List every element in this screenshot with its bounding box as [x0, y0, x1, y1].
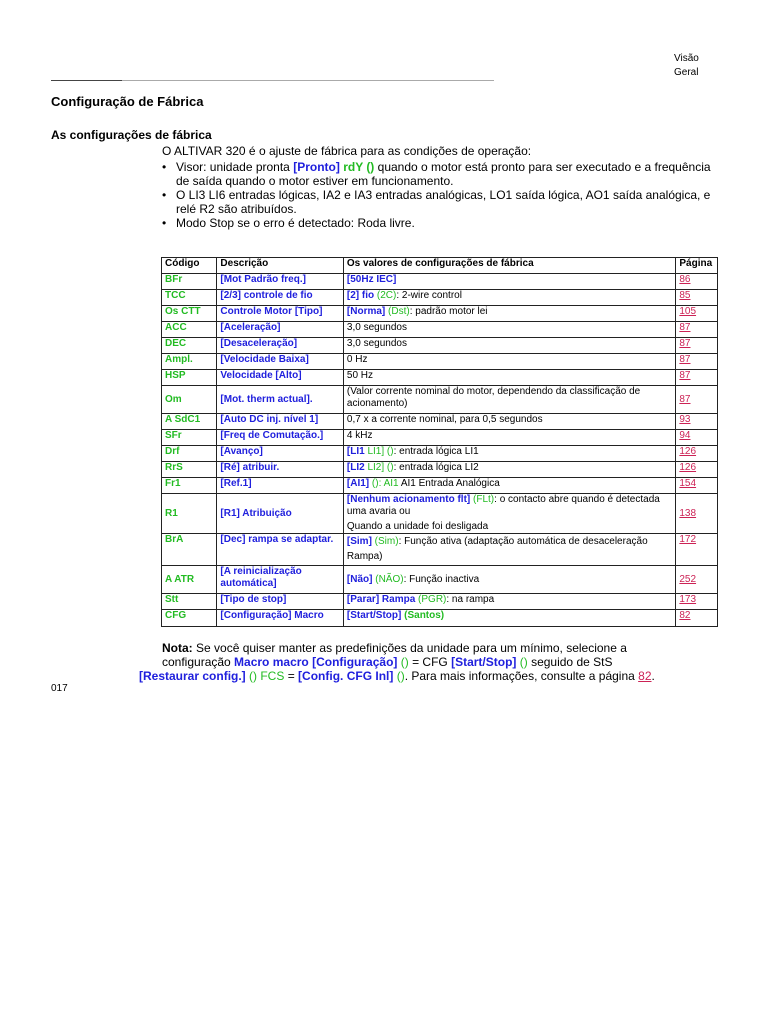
value-code: (FLt) — [470, 494, 495, 505]
header-section-label — [674, 52, 699, 80]
page-link[interactable]: 126 — [679, 462, 697, 473]
row-value — [343, 594, 675, 610]
row-desc: Controle Motor [Tipo] — [217, 306, 344, 322]
note-line-1 — [139, 641, 699, 655]
row-page — [676, 594, 718, 610]
page-link[interactable]: 87 — [679, 393, 691, 405]
row-desc: [Velocidade Baixa] — [217, 354, 344, 370]
row-value — [343, 610, 675, 627]
table-row — [162, 322, 718, 338]
page-link[interactable]: 93 — [679, 414, 691, 425]
intro-bullet-list — [162, 160, 722, 230]
row-code: Om — [162, 386, 217, 414]
row-code: CFG — [162, 610, 217, 627]
table-row — [162, 386, 718, 414]
row-desc: [Mot. therm actual]. — [217, 386, 344, 414]
bullet-param-ready: [Pronto] — [293, 160, 340, 174]
value-code: (Sim) — [371, 536, 399, 547]
row-desc: [Tipo de stop] — [217, 594, 344, 610]
row-code: Ampl. — [162, 354, 217, 370]
note-block — [139, 641, 699, 683]
note-text: configuração — [162, 655, 235, 669]
page-title: Configuração de Fábrica — [51, 94, 204, 109]
page-link[interactable]: 87 — [679, 370, 691, 381]
factory-settings-table — [161, 257, 718, 627]
row-desc: [Auto DC inj. nível 1] — [217, 414, 344, 430]
value-text: : 2-wire control — [396, 290, 462, 301]
note-code: () — [393, 669, 405, 683]
row-code: SFr — [162, 430, 217, 446]
row-desc: [Ré] atribuir. — [217, 462, 344, 478]
table-row — [162, 338, 718, 354]
row-code: Os CTT — [162, 306, 217, 322]
page-link[interactable]: 173 — [679, 594, 697, 605]
row-page — [676, 462, 718, 478]
value-text: : padrão motor lei — [409, 306, 488, 317]
table-row — [162, 354, 718, 370]
row-code: DEC — [162, 338, 217, 354]
value-param: [Nenhum acionamento flt] — [346, 494, 471, 505]
row-desc: [Aceleração] — [217, 322, 344, 338]
page-link[interactable]: 87 — [679, 354, 691, 365]
note-param-config: [Config. CFG Inl] — [298, 669, 394, 683]
row-code: R1 — [162, 494, 217, 534]
row-value: 50 Hz — [343, 370, 675, 386]
table-row — [162, 290, 718, 306]
row-page — [676, 306, 718, 322]
row-page — [676, 414, 718, 430]
table-row — [162, 566, 718, 594]
row-value — [343, 462, 675, 478]
table-header-row — [162, 258, 718, 274]
table-row — [162, 478, 718, 494]
intro-block — [162, 144, 722, 230]
bullet-code-rdy: rdY () — [339, 160, 375, 174]
row-desc: [Desaceleração] — [217, 338, 344, 354]
row-page — [676, 386, 718, 414]
value-param: [2] fio — [346, 290, 375, 301]
row-code: HSP — [162, 370, 217, 386]
value-code: (NÃO) — [372, 573, 404, 585]
row-desc: [Avanço] — [217, 446, 344, 462]
header-line-1: Visão — [674, 53, 699, 64]
row-page — [676, 446, 718, 462]
table-row — [162, 462, 718, 478]
page-link[interactable]: 154 — [679, 478, 697, 489]
row-page — [676, 534, 718, 566]
row-desc: [A reinicialização automática] — [217, 566, 344, 594]
page-link[interactable]: 86 — [679, 274, 691, 285]
row-value — [343, 446, 675, 462]
section-title: As configurações de fábrica — [51, 128, 212, 142]
table-row — [162, 306, 718, 322]
row-code: A ATR — [162, 566, 217, 594]
intro-bullet-io: • O LI3 LI6 entradas lógicas, IA2 e IA3 entradas analógicas, LO1 saída lógica, AO1 saída analógica, e relé R2 são atribuídos. — [162, 188, 722, 216]
value-code: LI1] () — [364, 446, 394, 457]
page-link[interactable]: 172 — [679, 534, 697, 545]
row-desc: [2/3] controle de fio — [217, 290, 344, 306]
page-link[interactable]: 87 — [679, 322, 691, 333]
table-row — [162, 430, 718, 446]
row-page — [676, 274, 718, 290]
row-page — [676, 290, 718, 306]
row-value — [343, 274, 675, 290]
table-row — [162, 494, 718, 534]
col-header-desc: Descrição — [217, 258, 344, 274]
value-text: : entrada lógica LI2 — [393, 462, 479, 473]
note-label: Nota: — [162, 641, 193, 655]
table-row — [162, 446, 718, 462]
header-rule-light — [122, 80, 494, 81]
value-param: [LI2 — [346, 462, 365, 473]
note-param-restore: [Restaurar config.] — [139, 669, 246, 683]
row-value — [343, 494, 675, 534]
page-link[interactable]: 105 — [679, 306, 697, 317]
row-code: RrS — [162, 462, 217, 478]
row-page — [676, 354, 718, 370]
value-param: [Start/Stop] — [346, 610, 402, 621]
row-value — [343, 566, 675, 594]
row-value: (Valor corrente nominal do motor, dependendo da classificação de acionamento) — [343, 386, 675, 414]
row-code: A SdC1 — [162, 414, 217, 430]
value-param: [Não] — [346, 573, 373, 585]
page-link[interactable]: 126 — [679, 446, 697, 457]
header-rule-dark — [51, 80, 122, 81]
table-row — [162, 414, 718, 430]
page-link[interactable]: 82 — [679, 610, 691, 621]
table-row — [162, 274, 718, 290]
row-value: 4 kHz — [343, 430, 675, 446]
row-page — [676, 478, 718, 494]
note-page-link[interactable]: 82 — [638, 669, 652, 683]
page-link[interactable]: 85 — [679, 290, 691, 301]
row-desc: [Configuração] Macro — [217, 610, 344, 627]
row-page — [676, 610, 718, 627]
note-code: () FCS — [245, 669, 285, 683]
note-line-3 — [139, 669, 699, 683]
row-code: Fr1 — [162, 478, 217, 494]
row-code: Stt — [162, 594, 217, 610]
intro-bullet-stop: • Modo Stop se o erro é detectado: Roda livre. — [162, 216, 722, 230]
row-value: 0 Hz — [343, 354, 675, 370]
value-code: (): AI1 — [369, 478, 399, 489]
row-value — [343, 534, 675, 566]
note-line-2 — [139, 655, 699, 669]
value-code: (Dst) — [385, 306, 410, 317]
value-param: [50Hz IEC] — [346, 274, 397, 285]
row-value: 0,7 x a corrente nominal, para 0,5 segundos — [343, 414, 675, 430]
note-code: () — [516, 655, 528, 669]
row-value: 3,0 segundos — [343, 338, 675, 354]
note-param-startstop: [Start/Stop] — [451, 655, 517, 669]
value-text: : Função inactiva — [403, 573, 480, 585]
page-link[interactable]: 138 — [679, 507, 697, 519]
row-value: 3,0 segundos — [343, 322, 675, 338]
row-page — [676, 338, 718, 354]
intro-bullet-display — [162, 160, 722, 188]
table-row — [162, 594, 718, 610]
col-header-code: Código — [162, 258, 217, 274]
row-desc: [R1] Atribuição — [217, 494, 344, 534]
row-page — [676, 494, 718, 534]
intro-line: O ALTIVAR 320 é o ajuste de fábrica para as condições de operação: — [162, 144, 532, 158]
note-text: . — [651, 669, 655, 683]
row-desc: [Dec] rampa se adaptar. — [217, 534, 344, 566]
value-code: (Santos) — [401, 610, 445, 621]
value-param: [Parar] Rampa — [346, 594, 416, 605]
row-code: Drf — [162, 446, 217, 462]
value-text: : entrada lógica LI1 — [393, 446, 479, 457]
value-text: : o contacto abre quando é detectada uma avaria ou — [346, 494, 660, 517]
row-code: ACC — [162, 322, 217, 338]
value-code: (PGR) — [415, 594, 447, 605]
bullet-text-rest: quando o motor está pronto para ser executado e a frequência de saída quando o motor estiver em funcionamento. — [176, 160, 711, 188]
row-desc: [Ref.1] — [217, 478, 344, 494]
page-link[interactable]: 87 — [679, 338, 691, 349]
value-text: : Função ativa (adaptação automática de desaceleração Rampa) — [346, 536, 648, 562]
page-number: 017 — [51, 683, 68, 694]
note-text: seguido de StS — [527, 655, 613, 669]
row-code: BFr — [162, 274, 217, 290]
row-value — [343, 478, 675, 494]
value-code: (2C) — [374, 290, 397, 301]
note-text: . Para mais informações, consulte a página — [404, 669, 639, 683]
table-row — [162, 610, 718, 627]
value-text-line2: Quando a unidade foi desligada — [346, 521, 489, 532]
row-desc: [Mot Padrão freq.] — [217, 274, 344, 290]
note-code: () — [397, 655, 409, 669]
row-page — [676, 566, 718, 594]
row-page — [676, 322, 718, 338]
value-param: [Sim] — [346, 536, 372, 547]
col-header-page: Página — [676, 258, 718, 274]
page-link[interactable]: 252 — [679, 573, 697, 585]
value-code: LI2] () — [364, 462, 394, 473]
row-desc: [Freq de Comutação.] — [217, 430, 344, 446]
row-value — [343, 306, 675, 322]
note-text: = — [284, 669, 299, 683]
row-page — [676, 430, 718, 446]
row-desc: Velocidade [Alto] — [217, 370, 344, 386]
value-param: [LI1 — [346, 446, 365, 457]
note-text: = CFG — [408, 655, 452, 669]
row-value — [343, 290, 675, 306]
table-row — [162, 370, 718, 386]
row-page — [676, 370, 718, 386]
row-code: BrA — [162, 534, 217, 566]
row-code: TCC — [162, 290, 217, 306]
value-text: : na rampa — [446, 594, 495, 605]
value-param: [Norma] — [346, 306, 386, 317]
value-param: [AI1] — [346, 478, 370, 489]
col-header-values: Os valores de configurações de fábrica — [343, 258, 675, 274]
note-text: Se você quiser manter as predefinições da unidade para um mínimo, selecione a — [192, 641, 627, 655]
bullet-text: Visor: unidade pronta — [176, 160, 294, 174]
value-text: AI1 Entrada Analógica — [398, 478, 500, 489]
page-link[interactable]: 94 — [679, 430, 691, 441]
table-row — [162, 534, 718, 566]
note-param-macro: Macro macro [Configuração] — [234, 655, 398, 669]
header-line-2: Geral — [674, 67, 699, 78]
